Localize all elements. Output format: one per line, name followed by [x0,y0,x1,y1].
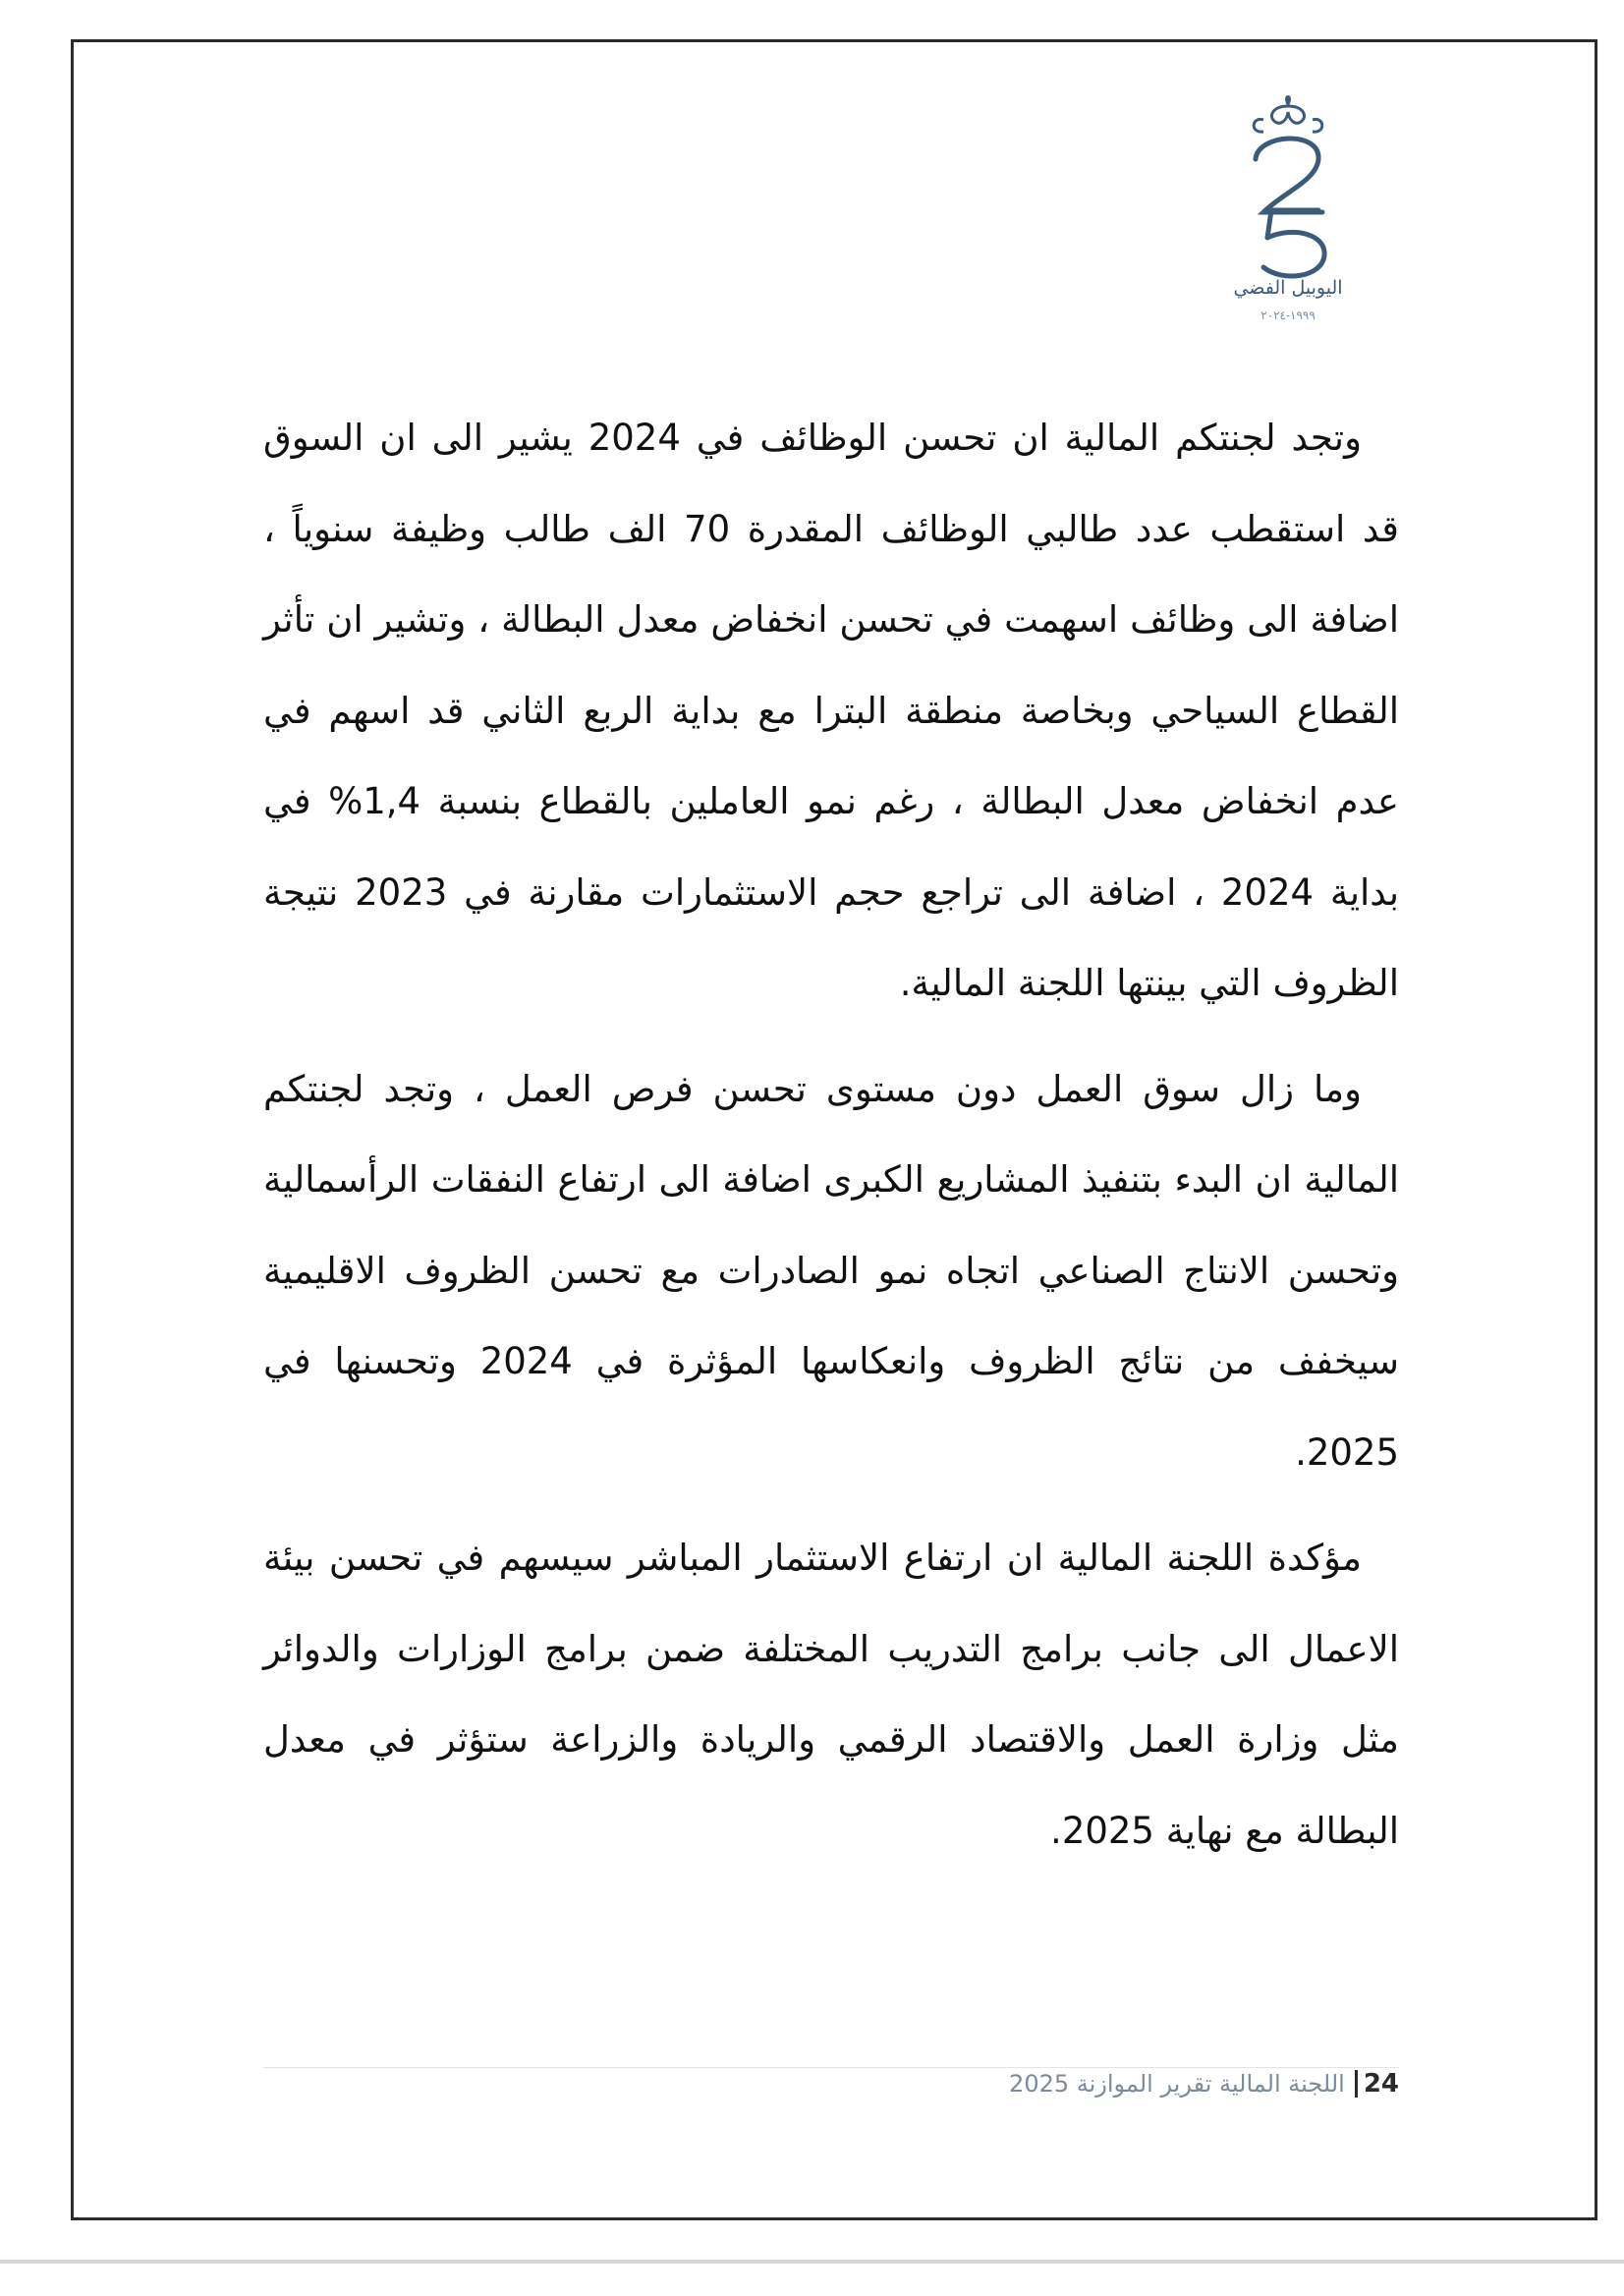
logo-caption: اليوبيل الفضي [1233,277,1343,299]
page-number: 24 [1363,2069,1399,2099]
paragraph-investment: مؤكدة اللجنة المالية ان ارتفاع الاستثمار المباشر سيسهم في تحسن بيئة الاعمال الى جانب برامج التدريب المختلفة ضمن برامج الوزارات والدوائر مثل وزارة العمل والاقتصاد الرقمي والريادة والزراعة ستؤثر في معدل البطالة مع نهاية 2025. [263,1537,1399,1852]
footer-divider [263,2067,1399,2068]
logo-years: ١٩٩٩-٢٠٢٤ [1260,308,1316,322]
silver-jubilee-logo [1224,90,1352,336]
page-footer [263,2069,1399,2124]
jubilee-25-emblem-icon [1224,90,1352,287]
footer-title: اللجنة المالية تقرير الموازنة 2025 [1009,2070,1345,2098]
footer-separator [1355,2070,1358,2098]
paragraph-unemployment: وتجد لجنتكم المالية ان تحسن الوظائف في 2024 يشير الى ان السوق قد استقطب عدد طالبي الوظائف المقدرة 70 الف طالب وظيفة سنوياً ، اضافة الى وظائف اسهمت في تحسن انخفاض معدل البطالة ، وتشير ان تأثر القطاع السياحي وبخاصة منطقة البترا مع بداية الربع الثاني قد اسهم في عدم انخفاض معدل البطالة ، رغم نمو العاملين بالقطاع بنسبة 1,4% في بداية 2024 ، اضافة الى تراجع حجم الاستثمارات مقارنة في 2023 نتيجة الظروف التي بينتها اللجنة المالية. [263,417,1399,1004]
report-body [263,393,1399,1876]
scan-edge-divider [0,2260,1624,2264]
paragraph-labor-market: وما زال سوق العمل دون مستوى تحسن فرص العمل ، وتجد لجنتكم المالية ان البدء بتنفيذ المشاريع الكبرى اضافة الى ارتفاع النفقات الرأسمالية وتحسن الانتاج الصناعي اتجاه نمو الصادرات مع تحسن الظروف الاقليمية سيخفف من نتائج الظروف وانعكاسها المؤثرة في 2024 وتحسنها في 2025. [263,1067,1399,1474]
